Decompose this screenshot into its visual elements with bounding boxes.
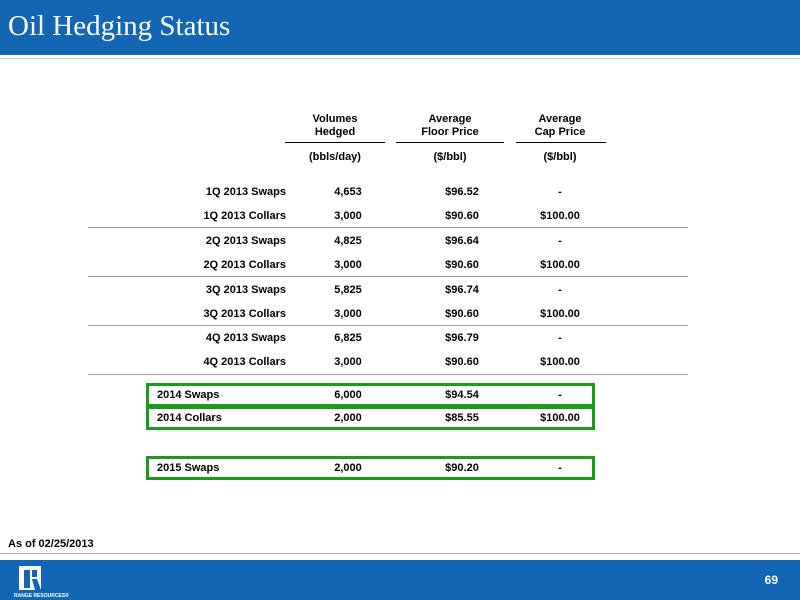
- row-floor: $85.55: [445, 412, 479, 424]
- row-cap: -: [558, 284, 562, 296]
- table-row: [148, 350, 688, 374]
- highlighted-row: [146, 406, 595, 430]
- row-cap: $100.00: [540, 308, 580, 320]
- table-row: [148, 229, 688, 253]
- row-floor: $90.20: [445, 462, 479, 474]
- slide-footer: [0, 560, 800, 600]
- column-header-floor-line1: Average: [428, 113, 472, 125]
- row-volume: 6,000: [334, 389, 362, 401]
- column-header-volumes: [290, 113, 380, 139]
- row-period: 1Q 2013 Collars: [203, 210, 286, 222]
- row-floor: $94.54: [445, 389, 479, 401]
- row-floor: $90.60: [445, 210, 479, 222]
- row-period: 1Q 2013 Swaps: [205, 186, 286, 198]
- page-number: 69: [764, 573, 778, 587]
- row-cap: -: [558, 462, 562, 474]
- row-cap: $100.00: [540, 356, 580, 368]
- range-resources-logo: [14, 564, 74, 598]
- column-header-cap: [505, 113, 615, 139]
- row-volume: 2,000: [334, 462, 362, 474]
- column-underline: [516, 142, 606, 143]
- row-floor: $96.52: [445, 186, 479, 198]
- row-volume: 4,653: [334, 186, 362, 198]
- row-period: 3Q 2013 Swaps: [205, 284, 286, 296]
- row-cap: -: [558, 235, 562, 247]
- column-header-floor: [395, 113, 505, 139]
- row-cap: -: [558, 332, 562, 344]
- row-volume: 2,000: [334, 412, 362, 424]
- row-period: 2Q 2013 Swaps: [205, 235, 286, 247]
- column-underline: [285, 142, 385, 143]
- row-period: 3Q 2013 Collars: [203, 308, 286, 320]
- row-volume: 3,000: [334, 210, 362, 222]
- column-header-volumes-line1: Volumes: [312, 113, 358, 125]
- row-floor: $96.79: [445, 332, 479, 344]
- row-period: 2Q 2013 Collars: [203, 259, 286, 271]
- header-divider-thin: [0, 58, 800, 59]
- row-separator: [88, 227, 688, 228]
- table-row: [148, 180, 688, 204]
- row-period: 4Q 2013 Collars: [203, 356, 286, 368]
- table-row: [148, 302, 688, 326]
- row-volume: 5,825: [334, 284, 362, 296]
- row-floor: $90.60: [445, 259, 479, 271]
- logo-text: RANGE RESOURCES®: [14, 593, 69, 598]
- row-floor: $96.64: [445, 235, 479, 247]
- row-cap: -: [558, 389, 562, 401]
- row-separator: [88, 374, 688, 375]
- row-volume: 3,000: [334, 308, 362, 320]
- column-underline: [396, 142, 504, 143]
- row-cap: -: [558, 186, 562, 198]
- footer-divider: [0, 553, 800, 554]
- row-cap: $100.00: [540, 259, 580, 271]
- row-cap: $100.00: [540, 412, 580, 424]
- row-floor: $96.74: [445, 284, 479, 296]
- row-volume: 3,000: [334, 356, 362, 368]
- table-row: [148, 278, 688, 302]
- table-row: [148, 204, 688, 228]
- highlighted-row: [146, 383, 595, 407]
- unit-volumes: (bbls/day): [309, 151, 361, 163]
- slide-title: Oil Hedging Status: [8, 10, 231, 42]
- row-volume: 3,000: [334, 259, 362, 271]
- row-volume: 6,825: [334, 332, 362, 344]
- row-floor: $90.60: [445, 308, 479, 320]
- row-period: 2015 Swaps: [157, 462, 220, 474]
- row-cap: $100.00: [540, 210, 580, 222]
- column-header-cap-line1: Average: [538, 113, 582, 125]
- as-of-date: As of 02/25/2013: [8, 538, 94, 550]
- row-floor: $90.60: [445, 356, 479, 368]
- row-period: 2014 Swaps: [157, 389, 220, 401]
- row-volume: 4,825: [334, 235, 362, 247]
- column-header-volumes-line2: Hedged: [314, 126, 356, 138]
- unit-floor: ($/bbl): [433, 151, 467, 163]
- row-period: 4Q 2013 Swaps: [205, 332, 286, 344]
- slide-header: [0, 0, 800, 55]
- column-header-cap-line2: Cap Price: [534, 126, 586, 138]
- row-period: 2014 Collars: [157, 412, 222, 424]
- table-row: [148, 253, 688, 277]
- unit-cap: ($/bbl): [543, 151, 577, 163]
- table-row: [148, 326, 688, 350]
- row-separator: [88, 276, 688, 277]
- highlighted-row: [146, 456, 595, 480]
- column-header-floor-line2: Floor Price: [421, 126, 479, 138]
